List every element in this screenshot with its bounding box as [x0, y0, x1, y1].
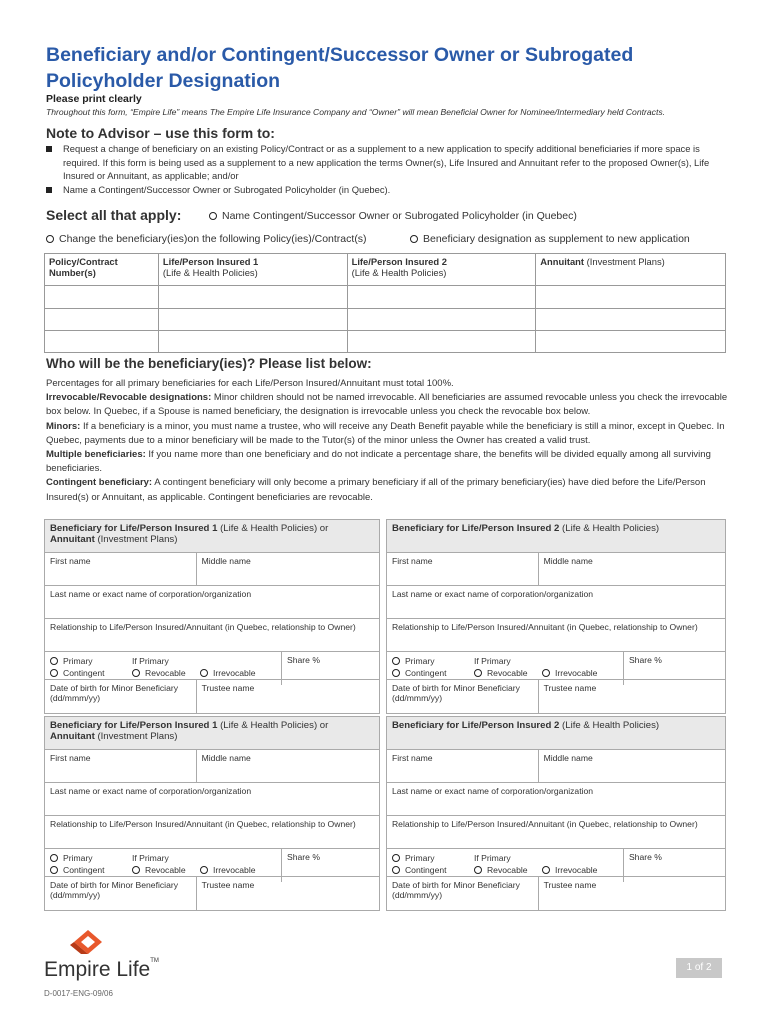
- advisor-bullet-list: [46, 142, 736, 196]
- beneficiary-block: [44, 716, 726, 911]
- definitions-note: Throughout this form, “Empire Life” means The Empire Life Insurance Company and “Owner” will mean Beneficial Owner for Nominee/Intermediary held Contracts.: [46, 107, 666, 117]
- option-supplement-new-application[interactable]: [410, 233, 690, 245]
- print-clearly-note: Please print clearly: [46, 93, 142, 105]
- annuitant-field[interactable]: [536, 331, 726, 353]
- policy-number-header: Policy/Contract Number(s): [45, 254, 159, 286]
- life-insured-2-field[interactable]: [347, 286, 536, 309]
- note-to-advisor-heading: Note to Advisor – use this form to:: [46, 125, 275, 141]
- document-id: D-0017-ENG-09/06: [44, 989, 113, 998]
- trustee-field[interactable]: Trustee name: [196, 680, 379, 714]
- middle-name-field[interactable]: Middle name: [538, 553, 725, 586]
- irrevocable-radio[interactable]: Irrevocable: [542, 865, 598, 875]
- select-all-heading: Select all that apply:: [46, 207, 182, 223]
- last-name-field[interactable]: Last name or exact name of corporation/organization: [45, 586, 380, 619]
- irrevocable-radio[interactable]: Irrevocable: [200, 668, 256, 678]
- contingent-radio[interactable]: Contingent: [50, 667, 105, 679]
- square-bullet-icon: [46, 187, 52, 193]
- policy-number-field[interactable]: [45, 331, 159, 353]
- option-label: Name Contingent/Successor Owner or Subrogated Policyholder (in Quebec): [222, 210, 577, 222]
- policy-table: [44, 253, 726, 353]
- radio-icon[interactable]: [392, 669, 400, 677]
- designation-options: [386, 849, 725, 877]
- primary-radio[interactable]: Primary: [392, 852, 447, 864]
- dob-field[interactable]: Date of birth for Minor Beneficiary (dd/mmm/yy): [386, 680, 538, 714]
- policy-number-field[interactable]: [45, 309, 159, 331]
- radio-icon[interactable]: [474, 866, 482, 874]
- radio-icon[interactable]: [50, 866, 58, 874]
- multiple-beneficiaries-note: Multiple beneficiaries: If you name more than one beneficiary and do not indicate a percentage share, the benefits will be divided equally among all surviving beneficiaries.: [46, 449, 711, 475]
- last-name-field[interactable]: Last name or exact name of corporation/organization: [386, 586, 725, 619]
- trustee-field[interactable]: Trustee name: [196, 877, 379, 911]
- revocable-radio[interactable]: Revocable: [132, 865, 186, 875]
- life-insured-2-field[interactable]: [347, 331, 536, 353]
- revocable-radio[interactable]: Revocable: [474, 668, 528, 678]
- share-percent-field[interactable]: Share %: [281, 652, 325, 685]
- radio-icon[interactable]: [392, 854, 400, 862]
- radio-icon[interactable]: [200, 866, 208, 874]
- if-primary-label: If Primary: [473, 853, 511, 863]
- radio-icon[interactable]: [392, 657, 400, 665]
- table-row: [45, 286, 726, 309]
- middle-name-field[interactable]: Middle name: [196, 553, 379, 586]
- radio-icon[interactable]: [209, 212, 217, 220]
- radio-icon[interactable]: [132, 669, 140, 677]
- total-percentage-note: Percentages for all primary beneficiaries for each Life/Person Insured/Annuitant must total 100%.: [46, 378, 454, 389]
- dob-field[interactable]: Date of birth for Minor Beneficiary (dd/mmm/yy): [386, 877, 538, 911]
- empire-life-logo-icon: [44, 928, 114, 958]
- bullet-text: Name a Contingent/Successor Owner or Subrogated Policyholder (in Quebec).: [63, 183, 391, 195]
- option-change-beneficiary[interactable]: [46, 233, 367, 245]
- primary-radio[interactable]: Primary: [392, 655, 447, 667]
- revocable-radio[interactable]: Revocable: [474, 865, 528, 875]
- last-name-field[interactable]: Last name or exact name of corporation/organization: [45, 783, 380, 816]
- radio-icon[interactable]: [132, 866, 140, 874]
- if-primary-label: If Primary: [132, 656, 169, 666]
- beneficiary-1-header: Beneficiary for Life/Person Insured 1 (Life & Health Policies) or Annuitant (Investment Plans): [45, 717, 380, 750]
- beneficiaries-heading: Who will be the beneficiary(ies)? Please list below:: [46, 356, 372, 371]
- annuitant-field[interactable]: [536, 309, 726, 331]
- life-insured-1-header: Life/Person Insured 1 (Life & Health Policies): [158, 254, 347, 286]
- share-percent-field[interactable]: Share %: [281, 849, 325, 882]
- radio-icon[interactable]: [474, 669, 482, 677]
- radio-icon[interactable]: [50, 854, 58, 862]
- trustee-field[interactable]: Trustee name: [538, 680, 725, 714]
- trustee-field[interactable]: Trustee name: [538, 877, 725, 911]
- radio-icon[interactable]: [542, 866, 550, 874]
- middle-name-field[interactable]: Middle name: [538, 750, 725, 783]
- contingent-radio[interactable]: Contingent: [392, 864, 447, 876]
- life-insured-2-header: Life/Person Insured 2 (Life & Health Policies): [347, 254, 536, 286]
- designation-options: [45, 849, 380, 877]
- square-bullet-icon: [46, 146, 52, 152]
- revocable-radio[interactable]: Revocable: [132, 668, 186, 678]
- annuitant-header: Annuitant (Investment Plans): [536, 254, 726, 286]
- dob-field[interactable]: Date of birth for Minor Beneficiary (dd/mmm/yy): [45, 877, 197, 911]
- first-name-field[interactable]: First name: [45, 750, 197, 783]
- revocable-note: Irrevocable/Revocable designations: Minor children should not be named irrevocable. All beneficiaries are assumed revocable unless you check the irrevocable box below. In Quebec, if a Spouse is named beneficiary, the designation is irrevocable unless you check the revocable box below.: [46, 392, 728, 418]
- radio-icon[interactable]: [46, 235, 54, 243]
- beneficiary-1-header: Beneficiary for Life/Person Insured 1 (Life & Health Policies) or Annuitant (Investment Plans): [45, 520, 380, 553]
- relationship-field[interactable]: Relationship to Life/Person Insured/Annuitant (in Quebec, relationship to Owner): [45, 619, 380, 652]
- first-name-field[interactable]: First name: [386, 750, 538, 783]
- beneficiary-2-header: Beneficiary for Life/Person Insured 2 (Life & Health Policies): [386, 520, 725, 553]
- dob-field[interactable]: Date of birth for Minor Beneficiary (dd/mmm/yy): [45, 680, 197, 714]
- if-primary-label: If Primary: [132, 853, 169, 863]
- bullet-text: Request a change of beneficiary on an existing Policy/Contract or as a supplement to a new application to specify additional beneficiaries if more space is required. If this form is being used as a supplement to a new application the terms Owner(s), Life Insured and Annuitant refer to the proposed Owner(s), Life Insured or Annuitant, as applicable; and/or: [63, 143, 710, 181]
- first-name-field[interactable]: First name: [45, 553, 197, 586]
- irrevocable-radio[interactable]: Irrevocable: [542, 668, 598, 678]
- if-primary-label: If Primary: [473, 656, 511, 666]
- beneficiary-block: [44, 519, 726, 714]
- radio-icon[interactable]: [410, 235, 418, 243]
- annuitant-field[interactable]: [536, 286, 726, 309]
- instructions-paragraphs: [46, 377, 736, 505]
- life-insured-1-field[interactable]: [158, 331, 347, 353]
- table-row: [45, 331, 726, 353]
- contingent-beneficiary-note: Contingent beneficiary: A contingent beneficiary will only become a primary beneficiary if all of the primary beneficiary(ies) have died before the Life/Person Insured(s) or Annuitant, as applicable. Contingent beneficiaries are revocable.: [46, 477, 706, 503]
- radio-icon[interactable]: [200, 669, 208, 677]
- relationship-field[interactable]: Relationship to Life/Person Insured/Annuitant (in Quebec, relationship to Owner): [386, 619, 725, 652]
- first-name-field[interactable]: First name: [386, 553, 538, 586]
- life-insured-2-field[interactable]: [347, 309, 536, 331]
- middle-name-field[interactable]: Middle name: [196, 750, 379, 783]
- beneficiary-2-header: Beneficiary for Life/Person Insured 2 (Life & Health Policies): [386, 717, 725, 750]
- designation-options: [386, 652, 725, 680]
- advisor-bullet-item: [46, 183, 736, 197]
- contingent-radio[interactable]: Contingent: [392, 667, 447, 679]
- relationship-field[interactable]: Relationship to Life/Person Insured/Annuitant (in Quebec, relationship to Owner): [45, 816, 380, 849]
- primary-radio[interactable]: Primary: [50, 852, 105, 864]
- last-name-field[interactable]: Last name or exact name of corporation/organization: [386, 783, 725, 816]
- radio-icon[interactable]: [50, 657, 58, 665]
- irrevocable-radio[interactable]: Irrevocable: [200, 865, 256, 875]
- designation-options: [45, 652, 380, 680]
- life-insured-1-field[interactable]: [158, 309, 347, 331]
- life-insured-1-field[interactable]: [158, 286, 347, 309]
- share-percent-field[interactable]: Share %: [623, 652, 667, 685]
- relationship-field[interactable]: Relationship to Life/Person Insured/Annuitant (in Quebec, relationship to Owner): [386, 816, 725, 849]
- form-title: Beneficiary and/or Contingent/Successor Owner or Subrogated Policyholder Designation: [46, 44, 634, 92]
- option-label: Change the beneficiary(ies)on the following Policy(ies)/Contract(s): [59, 233, 367, 245]
- radio-icon[interactable]: [50, 669, 58, 677]
- page-number-badge: 1 of 2: [676, 958, 722, 978]
- share-percent-field[interactable]: Share %: [623, 849, 667, 882]
- option-name-contingent-owner[interactable]: [209, 210, 577, 222]
- table-row: [45, 309, 726, 331]
- radio-icon[interactable]: [392, 866, 400, 874]
- primary-radio[interactable]: Primary: [50, 655, 105, 667]
- company-logo-text: Empire Life™: [44, 958, 159, 981]
- option-label: Beneficiary designation as supplement to new application: [423, 233, 690, 245]
- minors-note: Minors: If a beneficiary is a minor, you must name a trustee, who will receive any Death Benefit payable while the beneficiary is still a minor, except in Quebec. In Quebec, payments due to a minor beneficiary will be made to the Tutor(s) of the minor unless the Owner has created a valid trust.: [46, 420, 725, 446]
- contingent-radio[interactable]: Contingent: [50, 864, 105, 876]
- policy-number-field[interactable]: [45, 286, 159, 309]
- radio-icon[interactable]: [542, 669, 550, 677]
- advisor-bullet-item: [46, 142, 736, 183]
